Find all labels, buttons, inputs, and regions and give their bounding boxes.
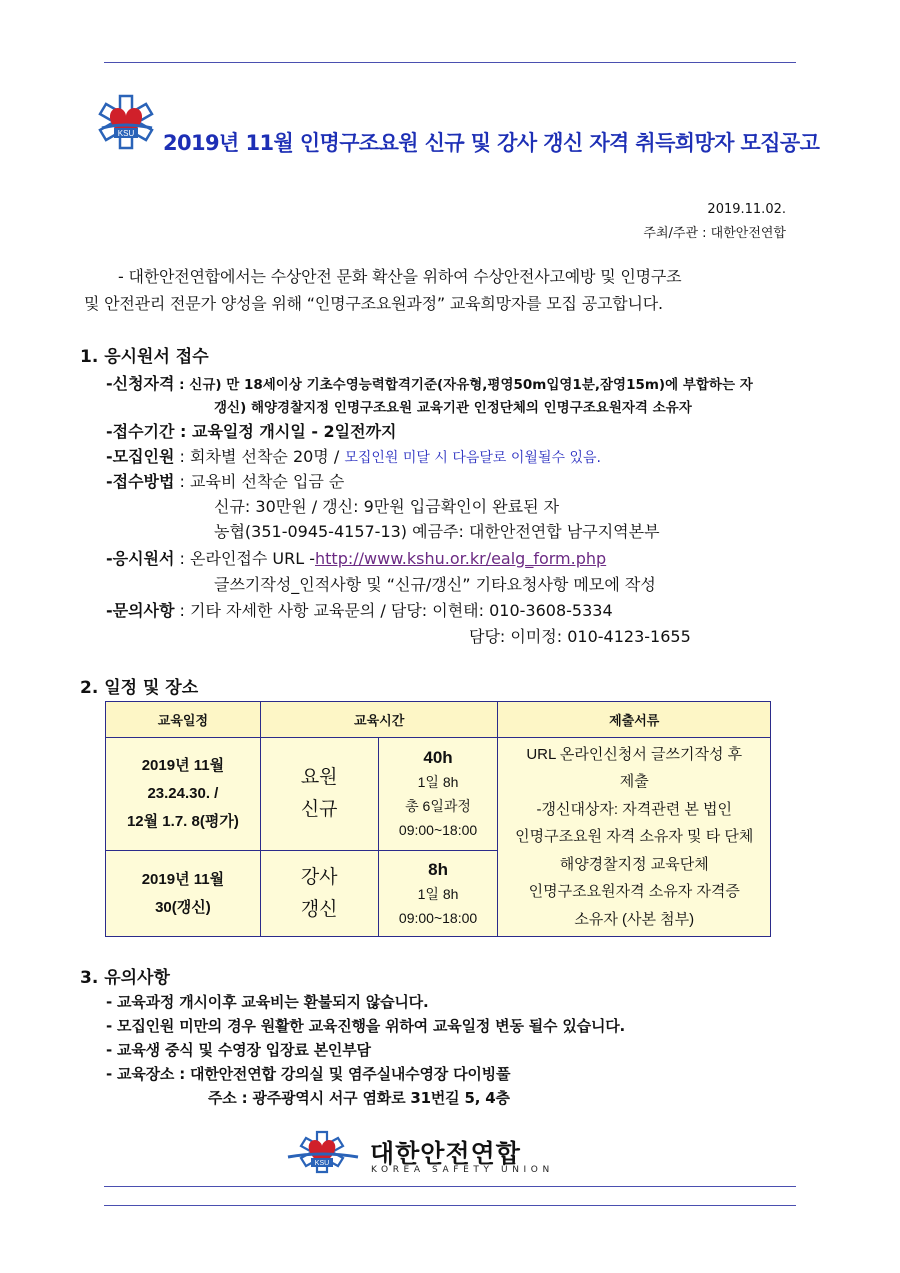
organizer: 주최/주관 : 대한안전연합 [643,226,786,241]
course-hours: 8h 1일 8h 09:00~18:00 [378,851,498,937]
intro-line-2: 및 안전관리 전문가 양성을 위해 “인명구조요원과정” 교육희망자를 모집 공고합니다. [84,294,663,313]
method-bank: 농협(351-0945-4157-13) 예금주: 대한안전연합 남구지역본부 [214,522,660,541]
star-of-life-icon [284,1130,362,1176]
footer-logo [284,1130,362,1176]
course-kind: 요원 신규 [260,738,378,851]
contact-row-2: 담당: 이미정: 010-4123-1655 [469,627,691,646]
bottom-rule-2 [104,1205,796,1206]
form-row: -응시원서 : 온라인접수 URL -http://www.kshu.or.kr/ealg_form.php [106,549,607,568]
section-1-heading: 1. 응시원서 접수 [80,347,209,367]
course-hours: 40h 1일 8h 총 6일과정 09:00~18:00 [378,738,498,851]
column-header: 제출서류 [498,702,771,738]
intro-line-1: - 대한안전연합에서는 수상안전 문화 확산을 위하여 수상안전사고예방 및 인명구조 [118,267,682,286]
method-fee: 신규: 30만원 / 갱신: 9만원 입금확인이 완료된 자 [214,497,560,516]
notice-item: - 교육장소 : 대한안전연합 강의실 및 염주실내수영장 다이빙풀 [106,1065,511,1083]
footer-org-name-en: KOREA SAFETY UNION [371,1165,554,1175]
notice-date: 2019.11.02. [707,202,786,217]
page-title: 2019년 11월 인명구조요원 신규 및 강사 갱신 자격 취득희망자 모집공고 [163,131,820,155]
svg-text:KSU: KSU [314,1160,330,1167]
schedule-date: 2019년 11월 23.24.30. / 12월 1.7. 8(평가) [106,738,261,851]
section-2-heading: 2. 일정 및 장소 [80,678,199,698]
column-header: 교육시간 [260,702,498,738]
period-row: -접수기간 : 교육일정 개시일 - 2일전까지 [106,422,397,441]
recruit-row: -모집인원 : 회차별 선착순 20명 / 모집인원 미달 시 다음달로 이월될수 있음. [106,447,601,466]
schedule-table [105,701,771,937]
bottom-rule [104,1186,796,1187]
notice-item: - 교육과정 개시이후 교육비는 환불되지 않습니다. [106,993,429,1011]
notice-item: - 모집인원 미만의 경우 원활한 교육진행을 위하여 교육일정 변동 될수 있습니다. [106,1017,626,1035]
ksu-logo [94,94,158,154]
table-row [106,738,771,851]
column-header: 교육일정 [106,702,261,738]
notice-item: - 교육생 중식 및 수영장 입장료 본인부담 [106,1041,371,1059]
recruit-note: 모집인원 미달 시 다음달로 이월될수 있음. [344,450,601,466]
star-of-life-icon [94,94,158,154]
footer-org-name: 대한안전연합 [370,1139,521,1168]
form-url-link[interactable]: http://www.kshu.or.kr/ealg_form.php [315,549,607,568]
top-rule [104,62,796,63]
form-note: 글쓰기작성_인적사항 및 “신규/갱신” 기타요청사항 메모에 작성 [214,575,656,594]
notice-address: 주소 : 광주광역시 서구 염화로 31번길 5, 4층 [208,1089,510,1107]
schedule-date: 2019년 11월 30(갱신) [106,851,261,937]
qualification-new: -신청자격 : 신규) 만 18세이상 기초수영능력합격기준(자유형,평영50m입영1분,잠영15m)에 부합하는 자 [106,374,753,393]
method-row: -접수방법 : 교육비 선착순 입금 순 [106,472,345,491]
svg-text:KSU: KSU [117,129,135,138]
table-header-row [106,702,771,738]
section-3-heading: 3. 유의사항 [80,968,170,988]
qualification-renew: 갱신) 해양경찰지정 인명구조요원 교육기관 인정단체의 인명구조요원자격 소유자 [214,400,692,416]
course-kind: 강사 갱신 [260,851,378,937]
required-documents: URL 온라인신청서 글쓰기작성 후 제출 -갱신대상자: 자격관련 본 법인 인명구조요원 자격 소유자 및 타 단체 해양경찰지정 교육단체 인명구조요원자격 소유자 자격증 소유자 (사본 첨부) [498,738,771,937]
contact-row: -문의사항 : 기타 자세한 사항 교육문의 / 담당: 이현태: 010-3608-5334 [106,601,613,620]
